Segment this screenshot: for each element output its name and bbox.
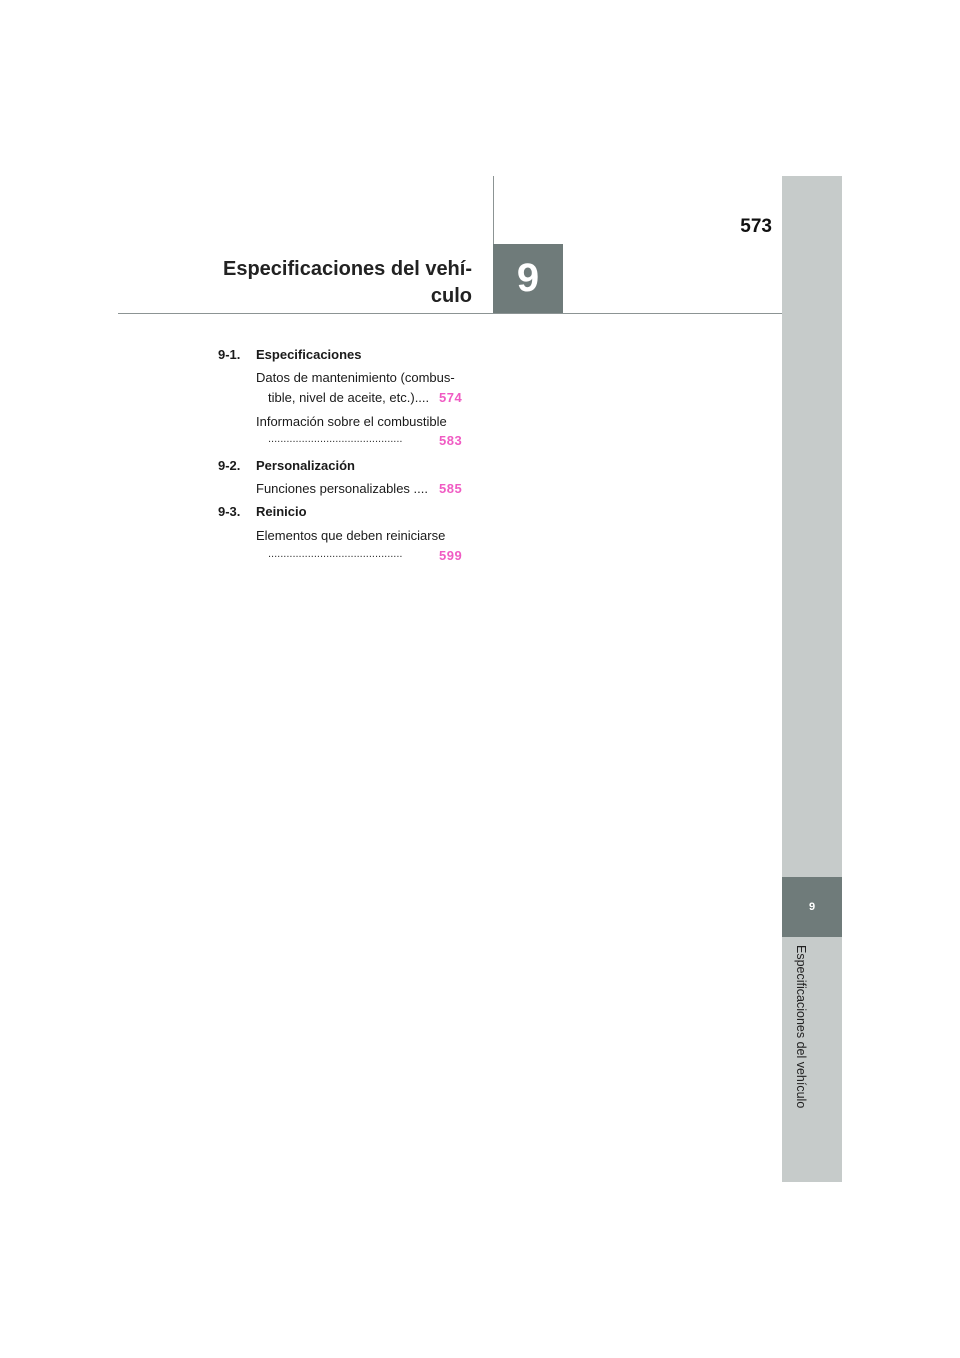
header-divider-horizontal <box>118 313 782 314</box>
section-title[interactable]: Reinicio <box>256 504 307 519</box>
section-title[interactable]: Especificaciones <box>256 347 362 362</box>
toc-entry-line[interactable]: Elementos que deben reiniciarse <box>256 528 446 543</box>
toc-leader-dots: ............................................ <box>268 548 403 560</box>
chapter-number-box: 9 <box>493 244 563 313</box>
toc-page-link[interactable]: 583 <box>439 433 463 448</box>
side-chapter-tab[interactable]: 9 <box>782 877 842 937</box>
toc-entry-line[interactable]: Datos de mantenimiento (combus- <box>256 370 455 385</box>
side-tab-label-wrap <box>790 945 812 1175</box>
toc-page-link[interactable]: 599 <box>439 548 463 563</box>
toc-page-link[interactable]: 585 <box>439 481 463 496</box>
header-divider-vertical <box>493 176 494 246</box>
section-number: 9-2. <box>218 458 241 473</box>
chapter-title <box>200 256 472 310</box>
section-number: 9-3. <box>218 504 241 519</box>
section-title[interactable]: Personalización <box>256 458 355 473</box>
toc-page-link[interactable]: 574 <box>439 390 463 405</box>
section-number: 9-1. <box>218 347 241 362</box>
side-tab-label: Especificaciones del vehículo <box>794 945 808 1109</box>
toc-entry-line[interactable]: tible, nivel de aceite, etc.).... <box>268 390 430 405</box>
chapter-title-line2: culo <box>430 285 472 307</box>
chapter-title-line1: Especificaciones del vehí- <box>223 258 472 280</box>
toc-entry-line[interactable]: Información sobre el combustible <box>256 414 447 429</box>
toc-entry-line[interactable]: Funciones personalizables .... <box>256 481 428 496</box>
toc-leader-dots: ............................................ <box>268 433 403 445</box>
page-number: 573 <box>740 216 772 237</box>
